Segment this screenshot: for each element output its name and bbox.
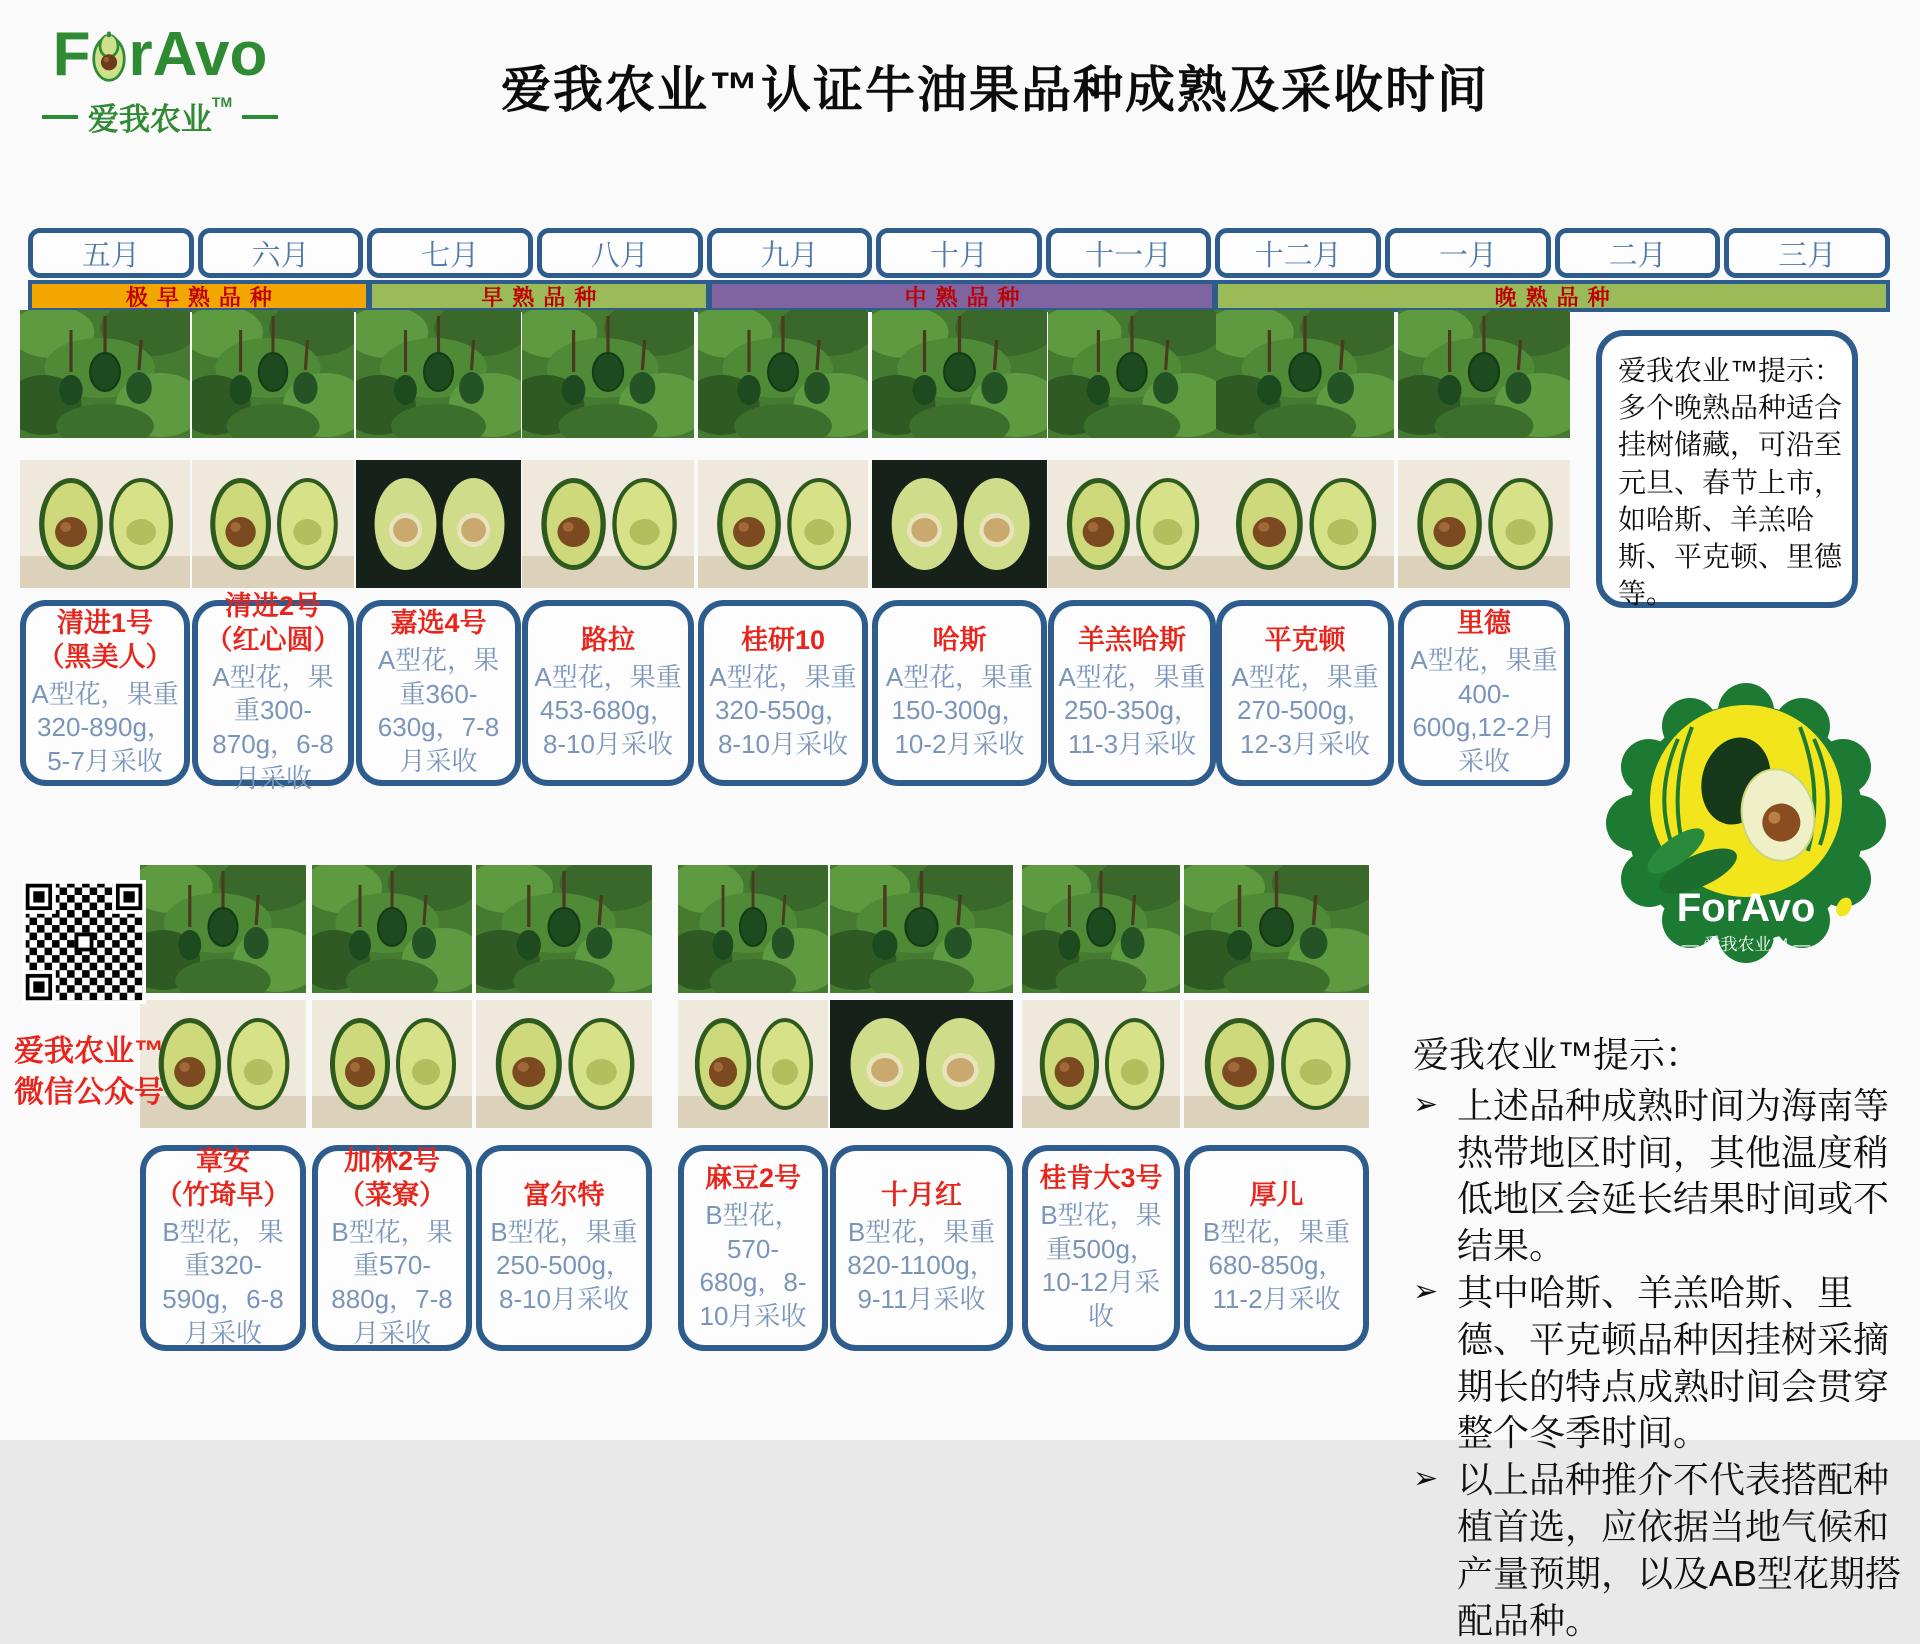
- variety-name: 桂肯大3号: [1039, 1163, 1163, 1194]
- arrow-bullet-icon: ➢: [1413, 1462, 1439, 1496]
- notes-title: 爱我农业™提示：: [1413, 1034, 1702, 1075]
- variety-desc: A型花，果重400-600g,12-2月采收: [1410, 644, 1558, 777]
- variety-column: [1022, 865, 1180, 1357]
- fruit-photo: [312, 1000, 472, 1128]
- variety-column: [1216, 310, 1394, 790]
- variety-column: [522, 310, 694, 790]
- variety-desc: B型花，果重820-1100g，9-11月采收: [847, 1216, 996, 1315]
- variety-desc: B型花，果重680-850g，11-2月采收: [1202, 1216, 1351, 1315]
- variety-card: [140, 1145, 306, 1351]
- tree-photo: [20, 310, 190, 438]
- category-early: 早熟品种: [372, 284, 706, 308]
- month-cell: 七月: [367, 228, 533, 278]
- variety-card: [1216, 600, 1394, 786]
- variety-name: 厚儿: [1249, 1179, 1304, 1210]
- variety-column: [356, 310, 521, 790]
- variety-name: 清进2号: [224, 591, 322, 622]
- fruit-photo: [1216, 460, 1394, 588]
- note-item: [1413, 1270, 1913, 1457]
- note-text: 以上品种推介不代表搭配种植首选，应依据当地气候和产量预期，以及AB型花期搭配品种。: [1457, 1459, 1902, 1641]
- foravo-logo: [26, 20, 294, 139]
- variety-card: [872, 600, 1047, 786]
- variety-card: [1048, 600, 1216, 786]
- month-cell: 一月: [1385, 228, 1551, 278]
- tree-photo: [140, 865, 306, 993]
- variety-desc: B型花，果重320-590g，6-8月采收: [162, 1216, 284, 1349]
- tree-photo: [1398, 310, 1570, 438]
- tree-photo: [872, 310, 1047, 438]
- variety-column: [1048, 310, 1216, 790]
- tree-photo: [356, 310, 521, 438]
- variety-desc: A型花，果重453-680g，8-10月采收: [534, 661, 682, 760]
- variety-alias: （红心圆）: [205, 624, 341, 655]
- variety-name: 哈斯: [932, 624, 987, 655]
- page-title: 爱我农业™认证牛油果品种成熟及采收时间: [501, 62, 1489, 118]
- variety-name: 加林2号: [343, 1146, 441, 1177]
- note-text: 上述品种成熟时间为海南等热带地区时间，其他温度稍低地区会延长结果时间或不结果。: [1457, 1084, 1890, 1267]
- variety-card: [522, 600, 694, 786]
- variety-desc: A型花，果重250-350g，11-3月采收: [1058, 661, 1206, 760]
- month-cell: 八月: [537, 228, 703, 278]
- variety-desc: A型花，果重270-500g，12-3月采收: [1231, 661, 1379, 760]
- variety-column: [678, 865, 828, 1357]
- variety-alias: （竹琦早）: [155, 1179, 291, 1210]
- tree-photo: [1184, 865, 1369, 993]
- month-cell: 二月: [1555, 228, 1721, 278]
- fruit-photo: [522, 460, 694, 588]
- tree-photo: [312, 865, 472, 993]
- month-cell: 十二月: [1215, 228, 1381, 278]
- logo-letters-ravo: rAvo: [128, 20, 268, 89]
- fruit-photo: [678, 1000, 828, 1128]
- ripening-category-strip: [28, 280, 1890, 312]
- variety-column: [872, 310, 1047, 790]
- fruit-photo: [192, 460, 354, 588]
- dash-decoration: [42, 115, 78, 119]
- wechat-account-label: [14, 1032, 194, 1113]
- variety-card: [192, 591, 354, 794]
- variety-card: [356, 600, 521, 786]
- variety-card: [312, 1145, 472, 1351]
- logo-subtitle: 爱我农业™: [87, 93, 233, 137]
- variety-name: 麻豆2号: [704, 1163, 802, 1194]
- variety-column: [192, 310, 354, 794]
- variety-column: [312, 865, 472, 1357]
- variety-card: [830, 1145, 1013, 1351]
- wechat-line2: 微信公众号: [14, 1075, 164, 1109]
- variety-card: [20, 600, 190, 786]
- variety-card: [698, 600, 868, 786]
- category-mid: 中熟品种: [712, 284, 1213, 308]
- month-cell: 十一月: [1046, 228, 1212, 278]
- variety-desc: A型花，果重300-870g，6-8月采收: [212, 661, 334, 794]
- month-cell: 九月: [707, 228, 873, 278]
- note-item: [1413, 1457, 1913, 1644]
- variety-alias: （菜寮）: [338, 1179, 446, 1210]
- fruit-photo: [20, 460, 190, 588]
- fruit-photo: [356, 460, 521, 588]
- tree-photo: [698, 310, 868, 438]
- month-timeline: [28, 228, 1890, 278]
- variety-column: [830, 865, 1013, 1357]
- notes-block: [1413, 1032, 1913, 1644]
- fruit-photo: [1184, 1000, 1369, 1128]
- variety-alias: （黑美人）: [37, 641, 173, 672]
- category-extra-early: 极早熟品种: [32, 284, 366, 308]
- variety-desc: A型花，果重360-630g，7-8月采收: [377, 644, 500, 777]
- logo-letter-f: F: [52, 20, 91, 89]
- variety-desc: B型花，果重250-500g，8-10月采收: [490, 1216, 638, 1315]
- month-cell: 六月: [198, 228, 364, 278]
- tree-photo: [830, 865, 1013, 993]
- note-text: 其中哈斯、羊羔哈斯、里德、平克顿品种因挂树采摘期长的特点成熟时间会贯穿整个冬季时间。: [1457, 1271, 1890, 1454]
- variety-column: [698, 310, 868, 790]
- tree-photo: [192, 310, 354, 438]
- variety-card: [476, 1145, 652, 1351]
- fruit-photo: [872, 460, 1047, 588]
- fruit-photo: [830, 1000, 1013, 1128]
- variety-card: [678, 1145, 828, 1351]
- tree-photo: [1048, 310, 1216, 438]
- month-cell: 十月: [876, 228, 1042, 278]
- badge-brand: ForAvo: [1676, 886, 1816, 930]
- variety-column: [1184, 865, 1369, 1357]
- variety-name: 路拉: [581, 624, 635, 655]
- fruit-photo: [1022, 1000, 1180, 1128]
- variety-column: [476, 865, 652, 1357]
- variety-name: 清进1号: [56, 608, 154, 639]
- variety-name: 平克顿: [1264, 624, 1346, 655]
- category-late: 晚熟品种: [1218, 284, 1886, 308]
- variety-column: [1398, 310, 1570, 790]
- tree-photo: [678, 865, 828, 993]
- foravo-wordmark: [26, 20, 294, 89]
- tm-mark: TM: [211, 93, 233, 110]
- variety-name: 章安: [196, 1146, 250, 1177]
- variety-name: 嘉选4号: [390, 608, 487, 639]
- fruit-photo: [698, 460, 868, 588]
- tree-photo: [1216, 310, 1394, 438]
- variety-card: [1398, 600, 1570, 786]
- variety-name: 富尔特: [523, 1179, 605, 1210]
- fruit-photo: [476, 1000, 652, 1128]
- note-item: [1413, 1083, 1913, 1270]
- wechat-line1: 爱我农业™: [14, 1035, 164, 1068]
- tree-photo: [1022, 865, 1180, 993]
- arrow-bullet-icon: ➢: [1413, 1274, 1439, 1308]
- variety-name: 羊羔哈斯: [1078, 624, 1186, 655]
- variety-desc: B型花，果重570-880g，7-8月采收: [331, 1216, 453, 1349]
- fruit-photo: [1398, 460, 1570, 588]
- wechat-qr-code: [22, 880, 146, 1004]
- variety-column: [20, 310, 190, 790]
- variety-desc: B型花，570-680g，8-10月采收: [699, 1199, 807, 1332]
- logo-subtitle-row: [26, 94, 294, 139]
- variety-name: 十月红: [881, 1179, 962, 1210]
- foravo-badge: [1618, 662, 1874, 984]
- variety-desc: A型花，果重150-300g，10-2月采收: [885, 661, 1034, 760]
- fruit-photo: [1048, 460, 1216, 588]
- variety-name: 桂研10: [740, 624, 826, 655]
- variety-desc: B型花，果重500g，10-12月采收: [1040, 1199, 1162, 1332]
- variety-card: [1184, 1145, 1369, 1351]
- month-cell: 三月: [1724, 228, 1890, 278]
- tree-photo: [476, 865, 652, 993]
- tree-photo: [522, 310, 694, 438]
- variety-card: [1022, 1145, 1180, 1351]
- variety-name: 里德: [1457, 608, 1511, 639]
- arrow-bullet-icon: ➢: [1413, 1087, 1439, 1121]
- late-season-tip-box: 爱我农业™提示：多个晚熟品种适合挂树储藏，可沿至元旦、春节上市，如哈斯、羊羔哈斯、平克顿、里德等。: [1596, 330, 1858, 608]
- variety-desc: A型花，果重320-550g，8-10月采收: [709, 661, 857, 760]
- avocado-icon: [91, 28, 127, 84]
- month-cell: 五月: [28, 228, 194, 278]
- badge-subtitle: — 爱我农业™ —: [1681, 935, 1811, 954]
- variety-desc: A型花，果重320-890g，5-7月采收: [31, 678, 179, 777]
- dash-decoration: [242, 115, 278, 119]
